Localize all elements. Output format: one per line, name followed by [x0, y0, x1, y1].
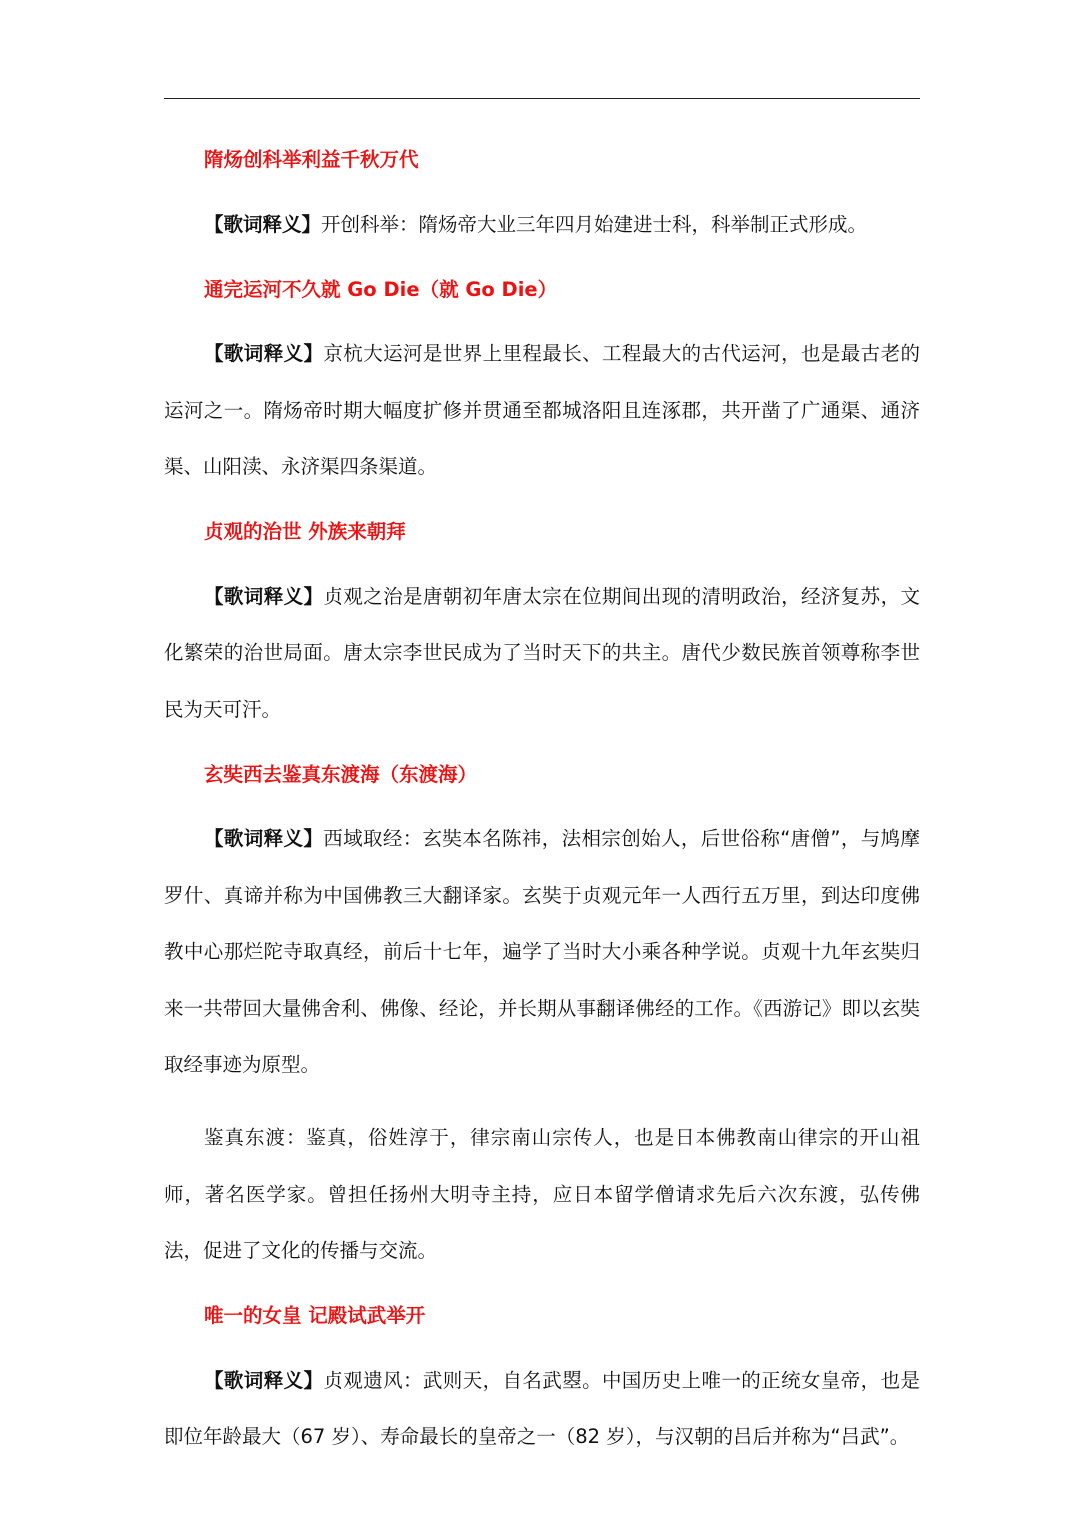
- paragraph: [164, 569, 920, 739]
- lyric-explanation-tag: 【歌词释义】: [204, 584, 324, 608]
- section-heading: 隋炀创科举利益千秋万代: [204, 148, 419, 171]
- paragraph: [164, 811, 920, 1094]
- lyric-explanation-tag: 【歌词释义】: [204, 827, 324, 850]
- section-heading: 唯一的女皇 记殿试武举开: [204, 1304, 426, 1327]
- lyric-explanation-tag: 【歌词释义】: [204, 212, 322, 236]
- lyric-explanation-tag: 【歌词释义】: [204, 342, 324, 365]
- paragraph-text: 贞观遗风：武则天，自名武曌。中国历史上唯一的正统女皇帝，也是即位年龄最大（67 岁）、寿命最长的皇帝之一（82 岁），与汉朝的吕后并称为“吕武”。: [164, 1368, 920, 1448]
- paragraph: [164, 1110, 920, 1280]
- document-body: [164, 140, 920, 1466]
- paragraph-text: 开创科举：隋炀帝大业三年四月始建进士科，科举制正式形成。: [321, 212, 868, 236]
- paragraph-text: 贞观之治是唐朝初年唐太宗在位期间出现的清明政治，经济复苏，文化繁荣的治世局面。唐太宗李世民成为了当时天下的共主。唐代少数民族首领尊称李世民为天可汗。: [164, 584, 920, 721]
- header-rule: [164, 98, 920, 99]
- paragraph-text: 鉴真东渡：鉴真，俗姓淳于，律宗南山宗传人，也是日本佛教南山律宗的开山祖师，著名医学家。曾担任扬州大明寺主持，应日本留学僧请求先后六次东渡，弘传佛法，促进了文化的传播与交流。: [164, 1126, 920, 1262]
- paragraph: [164, 197, 920, 254]
- paragraph-text: 京杭大运河是世界上里程最长、工程最大的古代运河，也是最古老的运河之一。隋炀帝时期大幅度扩修并贯通至都城洛阳且连涿郡，共开凿了广通渠、通济渠、山阳渎、永济渠四条渠道。: [164, 342, 920, 478]
- paragraph-text: 西域取经：玄奘本名陈祎，法相宗创始人，后世俗称“唐僧”，与鸠摩罗什、真谛并称为中国佛教三大翻译家。玄奘于贞观元年一人西行五万里，到达印度佛教中心那烂陀寺取真经，前后十七年，遍学了当时大小乘各种学说。贞观十九年玄奘归来一共带回大量佛舍利、佛像、经论，并长期从事翻译佛经的工作。《西游记》即以玄奘取经事迹为原型。: [164, 827, 920, 1076]
- paragraph: [164, 1353, 920, 1466]
- lyric-explanation-tag: 【歌词释义】: [204, 1368, 324, 1392]
- section-heading: 通完运河不久就 Go Die（就 Go Die）: [204, 277, 558, 301]
- section-heading: 贞观的治世 外族来朝拜: [204, 520, 406, 543]
- paragraph: [164, 326, 920, 496]
- section-heading: 玄奘西去鉴真东渡海（东渡海）: [204, 762, 478, 786]
